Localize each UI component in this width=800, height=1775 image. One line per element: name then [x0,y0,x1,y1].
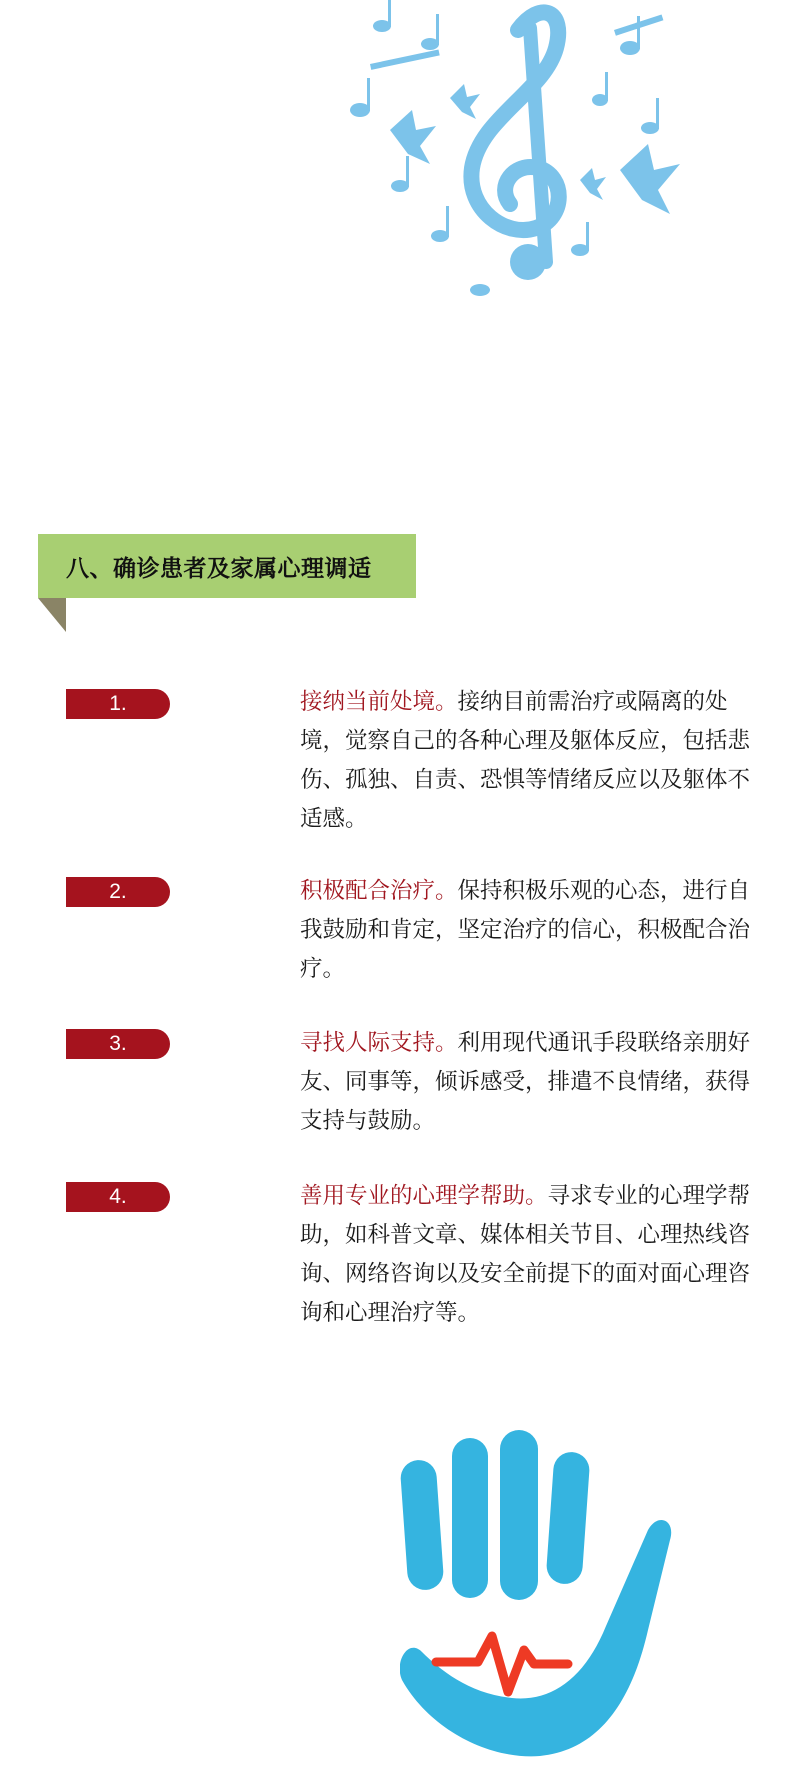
item-body: 利用现代通讯手段联络亲朋好友、同事等，倾诉感受，排遣不良情绪，获得支持与鼓励。 [300,1030,751,1134]
banner-fold-decoration [38,598,66,632]
item-number-badge: 4. [66,1182,170,1212]
item-number-badge: 2. [66,877,170,907]
item-body: 接纳目前需治疗或隔离的处境，觉察自己的各种心理及躯体反应，包括悲伤、孤独、自责、恐惧等情绪反应以及躯体不适感。 [300,689,751,832]
list-item [300,683,756,839]
item-number-badge: 3. [66,1029,170,1059]
list-item [300,872,756,989]
item-heading: 积极配合治疗。 [300,878,458,904]
section-title: 八、确诊患者及家属心理调适 [66,555,372,582]
item-body: 寻求专业的心理学帮助，如科普文章、媒体相关节目、心理热线咨询、网络咨询以及安全前提下的面对面心理咨询和心理治疗等。 [300,1183,751,1326]
list-item [300,1024,756,1141]
treble-clef-music-notes-icon [330,0,690,310]
item-body: 保持积极乐观的心态，进行自我鼓励和肯定，坚定治疗的信心，积极配合治疗。 [300,878,751,982]
item-heading: 善用专业的心理学帮助。 [300,1183,548,1209]
list-item [300,1177,756,1333]
item-heading: 接纳当前处境。 [300,689,458,715]
item-number-badge: 1. [66,689,170,719]
item-heading: 寻找人际支持。 [300,1030,458,1056]
section-banner [38,534,416,598]
hand-heartbeat-icon [400,1430,680,1775]
